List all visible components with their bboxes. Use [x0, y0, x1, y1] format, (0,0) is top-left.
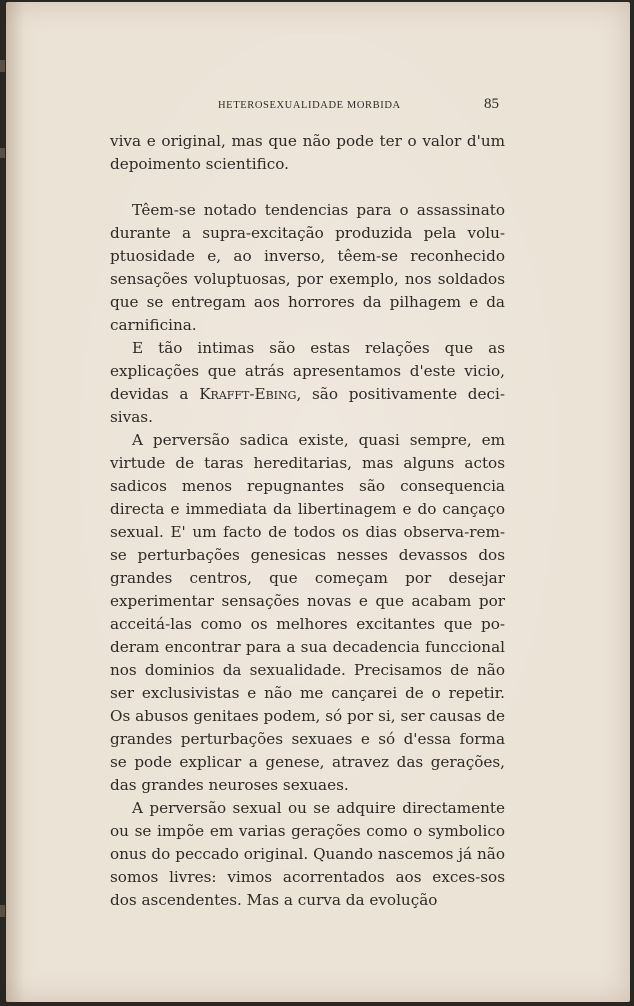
text-segment: Têem-se notado tendencias para o assassinato durante a supra-excitação produzida pela volu-ptuosidade e, ao inverso, têem-se reconhecido sensações voluptuosas, por exemplo, nos soldados que se entregam aos horrores da pilhagem e da carnificina. — [110, 201, 505, 334]
page-number: 85 — [484, 96, 499, 112]
text-segment: E tão intimas são estas relações que as explicações que atrás apresentamos d'este vicio, devidas a — [110, 339, 505, 403]
author-name: Krafft-Ebing — [199, 385, 297, 403]
text-segment: A perversão sexual ou se adquire directamente ou se impõe em varias gerações como o symbolico onus do peccado original. Quando nascemos já não somos livres: vimos acorrentados aos exces-sos dos ascendentes. Mas a curva da evolução — [110, 799, 505, 909]
body-text — [110, 130, 505, 912]
running-header-title: HETEROSEXUALIDADE MORBIDA — [218, 100, 401, 111]
binding-mark — [0, 60, 5, 72]
text-segment: , são positivamente deci-sivas. — [110, 385, 505, 426]
binding-mark — [0, 905, 5, 917]
text-segment: viva e original, mas que não pode ter o valor d'um depoimento scientifico. — [110, 132, 505, 173]
binding-mark — [0, 148, 5, 158]
paragraph — [110, 130, 505, 176]
paragraph — [110, 429, 505, 797]
book-page — [6, 2, 630, 1002]
paragraph — [110, 337, 505, 429]
text-segment: A perversão sadica existe, quasi sempre, em virtude de taras hereditarias, mas alguns actos sadicos menos repugnantes são consequencia directa e immediata da libertinagem e do cançaço sexual. E' um facto de todos os dias observa-rem-se perturbações genesicas nesses devassos dos grandes centros, que começam por desejar experimentar sensações novas e que acabam por acceitá-las como os melhores excitantes que po-deram encontrar para a sua decadencia funccional nos dominios da sexualidade. Precisamos de não ser exclusivistas e não me cançarei de o repetir. Os abusos genitaes podem, só por si, ser causas de grandes perturbações sexuaes e só d'essa forma se pode explicar a genese, atravez das gerações, das grandes neuroses sexuaes. — [110, 431, 505, 794]
paragraph — [110, 199, 505, 337]
paragraph — [110, 797, 505, 912]
